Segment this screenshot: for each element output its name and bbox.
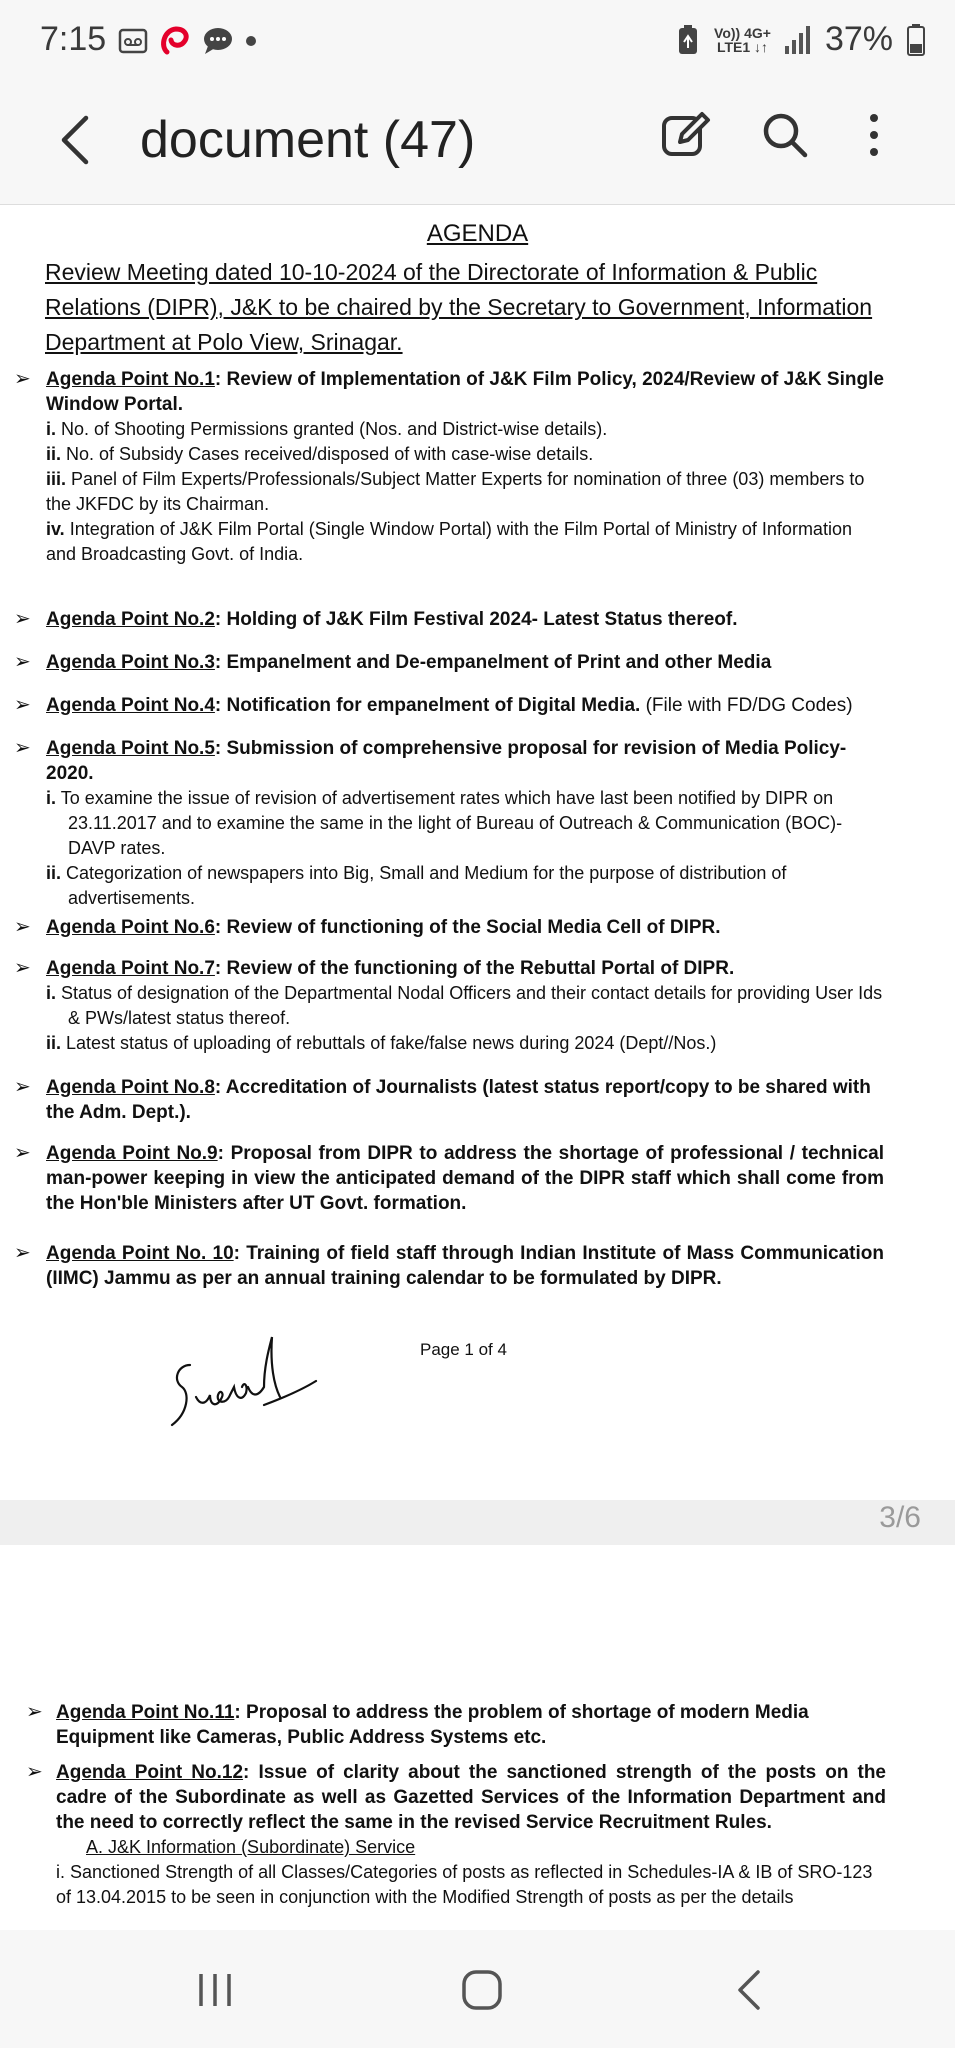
document-title: document (47) [140,111,476,169]
page2-content [26,1700,887,1907]
chat-icon [202,26,234,56]
search-icon[interactable] [760,110,810,160]
back-arrow-icon[interactable] [56,110,96,170]
page-indicator: 3/6 [879,1501,921,1534]
agenda-point-1: ➢ Agenda Point No.1: Review of Implementation of J&K Film Policy, 2024/Review of J&K Single Window Portal. i. No. of Shooting Permissions granted (Nos. and District-wise details). ii. No. of Subsidy Cases received/disposed of with case-wise details. iii. Panel of Film Experts/Professionals/Subject Matter Experts for nomination of three (03) members to the JKFDC by its Chairman. iv. Integration of J&K Film Portal (Single Window Portal) with the Film Portal of Ministry of Information and Broadcasting Govt. of India. [14,368,884,564]
agenda-point-3: ➢ Agenda Point No.3: Empanelment and De-empanelment of Print and other Media [14,651,772,673]
airtel-icon [158,24,192,58]
battery-icon [907,24,925,56]
agenda-point-4: ➢ Agenda Point No.4: Notification for empanelment of Digital Media. (File with FD/DG Codes) [14,694,853,716]
agenda-point-10: ➢ Agenda Point No. 10: Training of field staff through Indian Institute of Mass Communication (IIMC) Jammu as per an annual training calendar to be formulated by DIPR. [14,1242,884,1289]
status-time: 7:15 [40,20,107,58]
signal-icon [785,26,811,54]
agenda-heading: AGENDA [426,220,529,247]
nav-back-icon[interactable] [734,1968,764,2012]
agenda-point-6: ➢ Agenda Point No.6: Review of functioning of the Social Media Cell of DIPR. [14,916,721,938]
navigation-bar [0,1930,955,2048]
voicemail-icon [118,27,148,55]
notification-dot-icon [244,34,258,48]
agenda-point-2: ➢ Agenda Point No.2: Holding of J&K Film Festival 2024- Latest Status thereof. [14,608,738,630]
battery-saver-icon [676,24,700,56]
status-bar [0,0,955,84]
agenda-point-5: ➢ Agenda Point No.5: Submission of comprehensive proposal for revision of Media Policy-2020. i. To examine the issue of revision of advertisement rates which have last been notified by DIPR on 23.11.2017 and to examine the same in the light of Bureau of Outreach & Communication (BOC)-DAVP rates. ii. Categorization of newspapers into Big, Small and Medium for the purpose of distribution of advertisements. [14,737,847,908]
agenda-point-8: ➢ Agenda Point No.8: Accreditation of Journalists (latest status report/copy to be shared with the Adm. Dept.). [14,1076,871,1123]
battery-percent: 37% [824,20,893,58]
agenda-point-11-text: ➢ Agenda Point No.11: Proposal to address the problem of shortage of modern Media Equipment like Cameras, Public Address Systems etc. [26,1701,809,1748]
more-options-icon[interactable] [862,110,886,160]
edit-icon[interactable] [660,110,710,160]
agenda-point-9: ➢ Agenda Point No.9: Proposal from DIPR to address the shortage of professional / technical man-power keeping in view the anticipated demand of the DIPR staff which shall come from the Hon'ble Ministers after UT Govt. formation. [14,1142,884,1214]
network-indicator: Vo)) 4G+ LTE1 ↓↑ [714,24,771,55]
app-bar [0,84,955,205]
agenda-point-7: ➢ Agenda Point No.7: Review of the functioning of the Rebuttal Portal of DIPR. i. Status of designation of the Departmental Nodal Officers and their contact details for providing User Ids & PWs/latest status thereof. ii. Latest status of uploading of rebuttals of fake/false news during 2024 (Dept//Nos.) [14,957,883,1053]
home-icon[interactable] [460,1968,504,2012]
page-number: Page 1 of 4 [420,1340,507,1359]
document-page-1 [0,205,955,1500]
meeting-heading: Review Meeting dated 10-10-2024 of the Directorate of Information & Public Relations (DIPR), J&K to be chaired by the Secretary to Government, Information Department at Polo View, Srinagar. [45,259,873,355]
document-viewer[interactable] [0,205,955,1930]
page2-section: A. J&K Information (Subordinate) Service [86,1837,416,1857]
recent-apps-icon[interactable] [195,1970,235,2010]
signature [160,1325,330,1435]
page2-sub: i. Sanctioned Strength of all Classes/Categories of posts as reflected in Schedules-IA & IB of SRO-123 of 13.04.2015 to be seen in conjunction with the Modified Strength of posts as per the details [56,1862,873,1907]
agenda-point-12: ➢ Agenda Point No.12: Issue of clarity about the sanctioned strength of the posts on the cadre of the Subordinate as well as Gazetted Services of the Information Department and the need to correctly reflect the same in the revised Service Recruitment Rules. [26,1761,887,1833]
